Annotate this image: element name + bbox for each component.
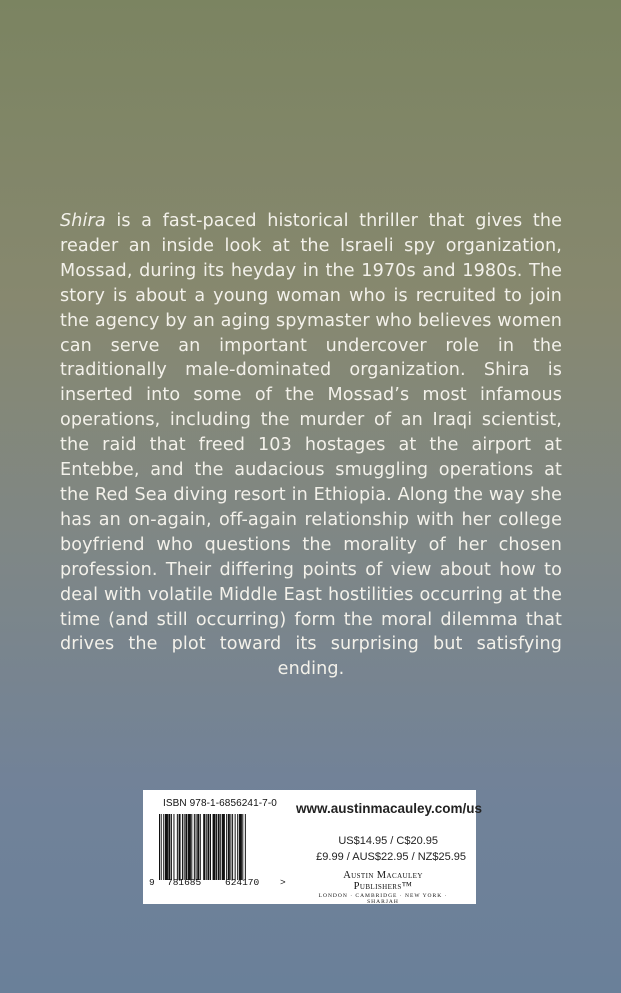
barcode-digit-group-2: 624170: [225, 877, 260, 888]
price-line-2: £9.99 / AUS$22.95 / NZ$25.95: [316, 851, 466, 863]
barcode-bar: [168, 814, 170, 880]
publisher-cities: LONDON · CAMBRIDGE · NEW YORK · SHARJAH: [318, 893, 448, 905]
barcode-bar: [216, 814, 217, 880]
barcode-bar: [235, 814, 236, 880]
barcode-digit-lead: 9: [149, 877, 155, 888]
barcode-bar: [184, 814, 185, 880]
barcode-bar: [179, 814, 181, 880]
barcode-bar: [226, 814, 227, 880]
barcode-bar: [218, 814, 220, 880]
barcode-bar: [188, 814, 191, 880]
barcode-bar: [232, 814, 233, 880]
barcode-bar: [213, 814, 216, 880]
barcode-bar: [194, 814, 195, 880]
isbn-label: ISBN 978-1-6856241-7-0: [163, 798, 277, 809]
barcode: [159, 814, 281, 880]
publisher-name: Austin Macauley Publishers™: [343, 870, 423, 892]
barcode-bar: [191, 814, 192, 880]
barcode-bar: [230, 814, 231, 880]
barcode-bar: [165, 814, 168, 880]
barcode-digit-end: >: [280, 877, 286, 888]
barcode-bar: [220, 814, 221, 880]
barcode-bar: [185, 814, 187, 880]
blurb-paragraph: [60, 209, 562, 682]
barcode-bar: [207, 814, 209, 880]
barcode-bar: [196, 814, 197, 880]
blurb-text: is a fast-paced historical thriller that gives the reader an inside look at the Israeli spy organization, Mossad, during its heyday in the 1970s and 1980s. The story is about a young woman who is recruited to join the agency by an aging spymaster who believes women can serve an important undercover role in the traditionally male-dominated organization. Shira is inserted into some of the Mossad’s most infamous operations, including the murder of an Iraqi scientist, the raid that freed 103 hostages at the airport at Entebbe, and the audacious smuggling operations at the Red Sea diving resort in Ethiopia. Along the way she has an on-again, off-again relationship with her college boyfriend who questions the morality of her chosen profession. Their differing points of view about how to deal with volatile Middle East hostilities occurring at the time (and still occurring) form the moral dilemma that drives the plot toward its surprising but satisfying ending.: [60, 211, 562, 680]
barcode-bar: [237, 814, 238, 880]
blurb-title-word: Shira: [60, 211, 106, 231]
barcode-bar: [242, 814, 243, 880]
publisher-logo: [313, 870, 453, 905]
barcode-bar: [197, 814, 199, 880]
barcode-bar: [163, 814, 164, 880]
barcode-bar: [245, 814, 246, 880]
barcode-bar: [210, 814, 211, 880]
barcode-bar: [182, 814, 183, 880]
barcode-bar: [222, 814, 225, 880]
barcode-bar: [177, 814, 178, 880]
barcode-bar: [173, 814, 174, 880]
barcode-bar: [203, 814, 205, 880]
price-list: [296, 833, 466, 865]
barcode-bar: [228, 814, 230, 880]
barcode-bar: [239, 814, 242, 880]
barcode-bar: [200, 814, 201, 880]
publisher-url: www.austinmacauley.com/us: [296, 801, 483, 816]
back-cover-blurb: [60, 209, 562, 682]
barcode-panel: [143, 790, 483, 905]
price-line-1: US$14.95 / C$20.95: [338, 835, 438, 847]
barcode-bar: [206, 814, 207, 880]
barcode-bar: [161, 814, 162, 880]
barcode-bar: [171, 814, 172, 880]
barcode-bar: [159, 814, 160, 880]
barcode-digit-group-1: 781685: [167, 877, 202, 888]
